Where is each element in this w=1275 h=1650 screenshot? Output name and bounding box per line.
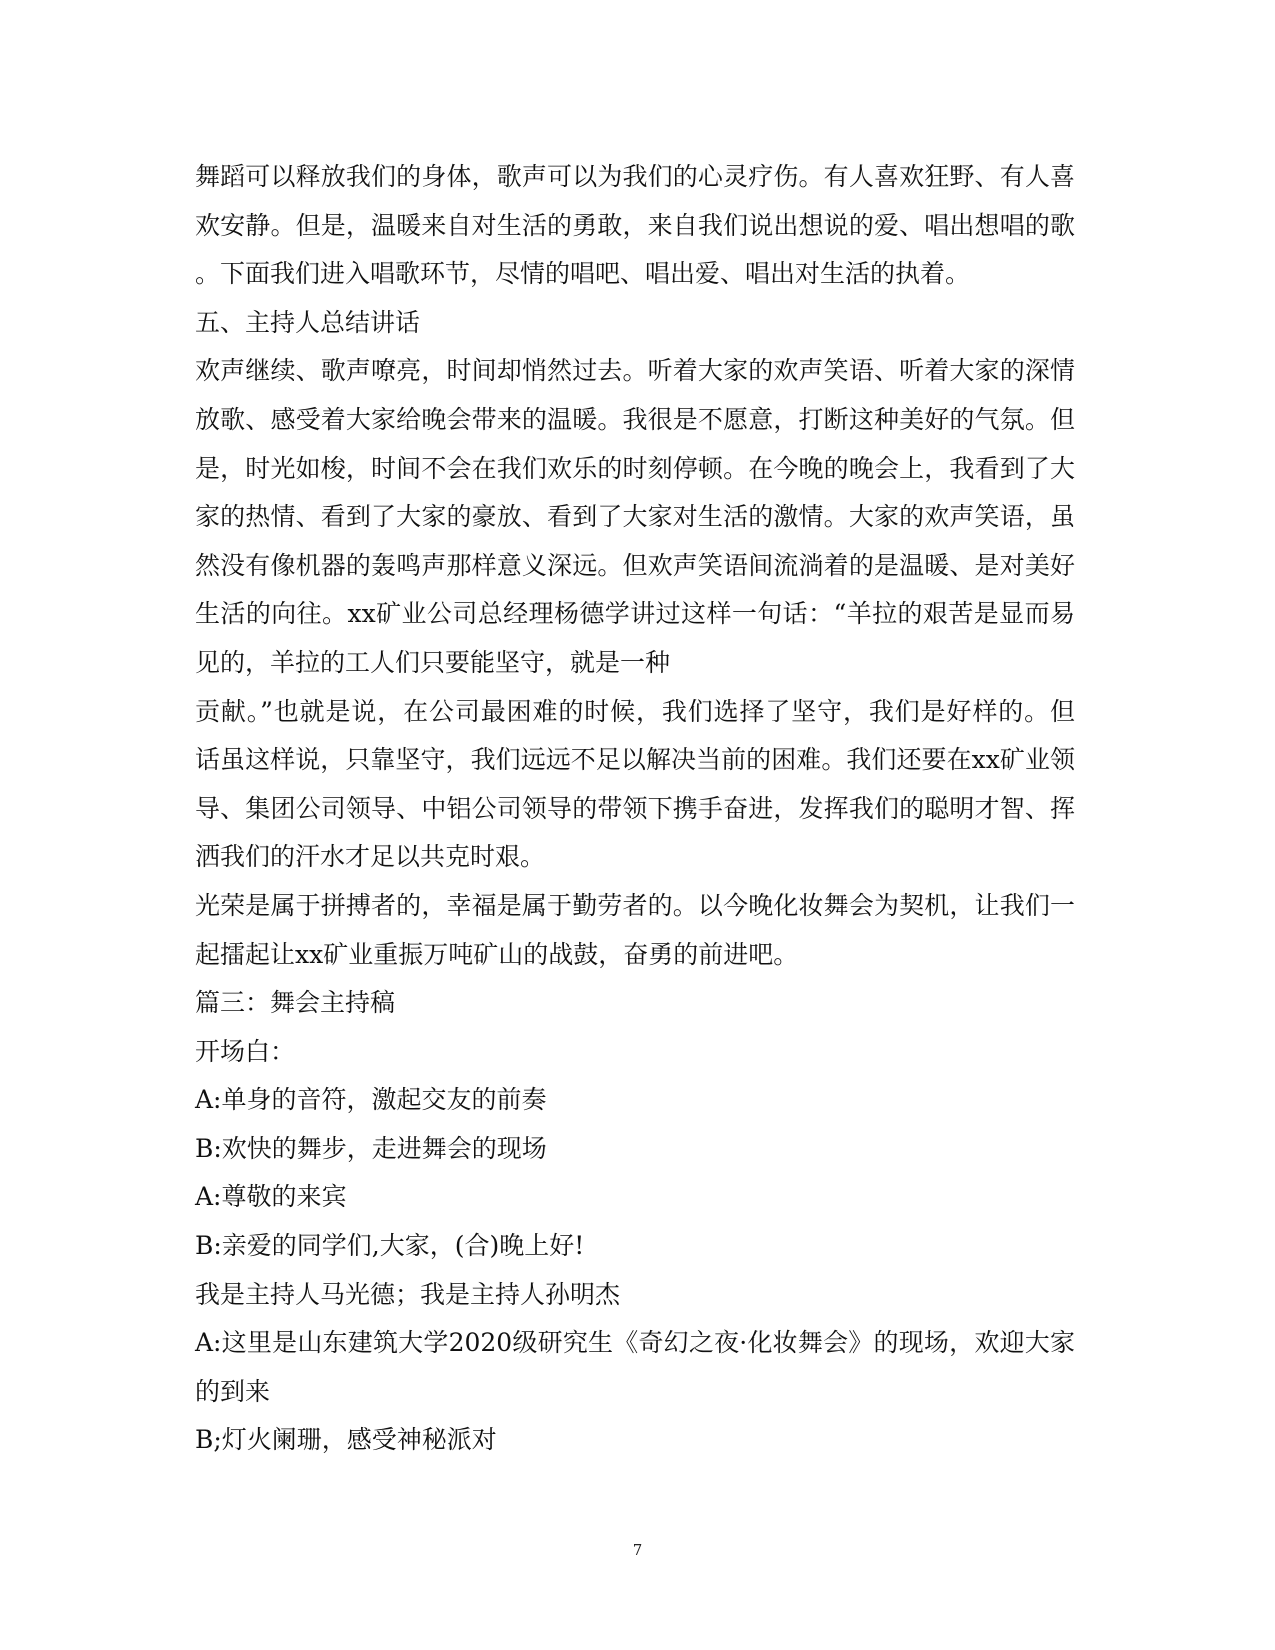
dialogue-line: A:单身的音符，激起交友的前奏 bbox=[195, 1085, 547, 1115]
text-line: 贡献。”也就是说，在公司最困难的时候，我们选择了坚守，我们是好样的。但 bbox=[195, 696, 1075, 726]
text-line: 话虽这样说，只靠坚守，我们远远不足以解决当前的困难。我们还要在xx矿业领 bbox=[195, 745, 1075, 775]
text-line: 欢安静。但是，温暖来自对生活的勇敢，来自我们说出想说的爱、唱出想唱的歌 bbox=[195, 210, 1075, 240]
text-line: 放歌、感受着大家给晚会带来的温暖。我很是不愿意，打断这种美好的气氛。但 bbox=[195, 404, 1075, 434]
text-line: 导、集团公司领导、中铝公司领导的带领下携手奋进，发挥我们的聪明才智、挥 bbox=[195, 793, 1075, 823]
text-line: 。下面我们进入唱歌环节，尽情的唱吧、唱出爱、唱出对生活的执着。 bbox=[195, 259, 971, 289]
dialogue-line: 的到来 bbox=[195, 1376, 271, 1406]
text-line: 然没有像机器的轰鸣声那样意义深远。但欢声笑语间流淌着的是温暖、是对美好 bbox=[195, 550, 1075, 580]
dialogue-line: B;灯火阑珊，感受神秘派对 bbox=[195, 1425, 497, 1455]
text-line: 开场白： bbox=[195, 1036, 296, 1066]
text-line: 洒我们的汗水才足以共克时艰。 bbox=[195, 842, 546, 872]
text-line: 起擂起让xx矿业重振万吨矿山的战鼓，奋勇的前进吧。 bbox=[195, 939, 799, 969]
text-line: 家的热情、看到了大家的豪放、看到了大家对生活的激情。大家的欢声笑语，虽 bbox=[195, 502, 1075, 532]
text-line: 舞蹈可以释放我们的身体，歌声可以为我们的心灵疗伤。有人喜欢狂野、有人喜 bbox=[195, 162, 1075, 191]
body-text bbox=[195, 153, 1075, 1465]
section-heading: 五、主持人总结讲话 bbox=[195, 307, 421, 337]
dialogue-line: B:亲爱的同学们,大家，(合)晚上好! bbox=[195, 1231, 585, 1261]
dialogue-line: A:尊敬的来宾 bbox=[195, 1182, 347, 1212]
text-line: 见的，羊拉的工人们只要能坚守，就是一种 bbox=[195, 647, 671, 677]
dialogue-line: A:这里是山东建筑大学2020级研究生《奇幻之夜·化妆舞会》的现场，欢迎大家 bbox=[195, 1328, 1075, 1358]
page-number: 7 bbox=[632, 1541, 643, 1559]
text-line: 光荣是属于拼搏者的，幸福是属于勤劳者的。以今晚化妆舞会为契机，让我们一 bbox=[195, 890, 1075, 920]
section-heading: 篇三：舞会主持稿 bbox=[195, 988, 396, 1018]
text-line: 生活的向往。xx矿业公司总经理杨德学讲过这样一句话：“羊拉的艰苦是显而易 bbox=[195, 599, 1075, 629]
text-line: 欢声继续、歌声嘹亮，时间却悄然过去。听着大家的欢声笑语、听着大家的深情 bbox=[195, 356, 1075, 386]
dialogue-line: 我是主持人马光德；我是主持人孙明杰 bbox=[195, 1279, 621, 1309]
text-line: 是，时光如梭，时间不会在我们欢乐的时刻停顿。在今晚的晚会上，我看到了大 bbox=[195, 453, 1075, 483]
dialogue-line: B:欢快的舞步，走进舞会的现场 bbox=[195, 1133, 547, 1163]
